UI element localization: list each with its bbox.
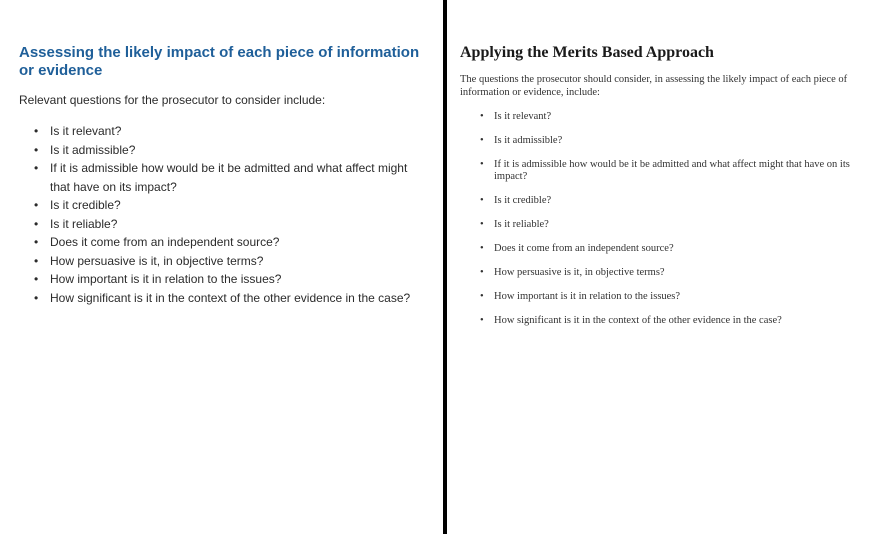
list-item-text: How persuasive is it, in objective terms? [50,253,264,268]
list-item-text: Is it relevant? [494,111,552,122]
list-item [460,135,885,147]
list-item-text: Is it admissible? [494,135,563,146]
bullet-icon: • [34,235,39,249]
list-item [460,291,885,303]
list-item [19,122,429,141]
list-item [19,252,429,271]
bullet-icon: • [34,161,39,175]
bullet-icon: • [480,219,484,230]
list-item-text: How important is it in relation to the issues? [50,272,282,286]
right-document-intro: The questions the prosecutor should consider, in assessing the likely impact of each piece of information or evidence, include: [460,74,848,98]
list-item-text: How significant is it in the context of the other evidence in the case? [50,290,411,305]
list-item-text: Does it come from an independent source? [494,243,674,254]
bullet-icon: • [480,267,484,278]
list-item [460,159,885,183]
list-item-text: If it is admissible how would be it be admitted and what affect might that have on its impact? [50,161,408,194]
left-document-panel [0,0,443,534]
right-document-panel [447,0,890,534]
bullet-icon: • [34,290,39,305]
list-item [19,270,429,289]
bullet-icon: • [34,124,39,138]
list-item-text: How significant is it in the context of the other evidence in the case? [494,315,782,326]
bullet-icon: • [34,272,39,286]
list-item [19,215,429,234]
list-item [19,233,429,252]
bullet-icon: • [34,198,39,212]
left-document-intro: Relevant questions for the prosecutor to consider include: [19,93,326,107]
list-item [460,195,885,207]
bullet-icon: • [480,291,484,302]
bullet-icon: • [34,142,39,157]
right-document-title: Applying the Merits Based Approach [460,44,714,61]
list-item-text: Does it come from an independent source? [50,235,280,249]
list-item-text: Is it reliable? [494,219,549,230]
bullet-icon: • [480,243,484,254]
bullet-icon: • [480,159,484,170]
bullet-icon: • [480,111,484,122]
bullet-icon: • [480,135,484,146]
list-item [460,111,885,123]
list-item-text: How persuasive is it, in objective terms? [494,267,665,278]
list-item [460,315,885,327]
list-item-text: How important is it in relation to the issues? [494,291,681,302]
list-item [19,159,429,196]
right-question-list [460,111,885,339]
list-item [19,141,429,160]
list-item [19,196,429,215]
list-item-text: Is it credible? [50,198,121,212]
list-item-text: Is it relevant? [50,124,122,138]
left-question-list [19,122,429,307]
list-item [460,219,885,231]
list-item-text: If it is admissible how would be it be admitted and what affect might that have on its impact? [494,159,850,182]
bullet-icon: • [34,253,39,268]
list-item [460,267,885,279]
left-document-title: Assessing the likely impact of each piece of information or evidence [19,44,420,79]
list-item-text: Is it reliable? [50,216,118,231]
list-item [460,243,885,255]
list-item [19,289,429,308]
list-item-text: Is it credible? [494,195,552,206]
bullet-icon: • [480,315,484,326]
bullet-icon: • [480,195,484,206]
bullet-icon: • [34,216,39,231]
list-item-text: Is it admissible? [50,142,136,157]
